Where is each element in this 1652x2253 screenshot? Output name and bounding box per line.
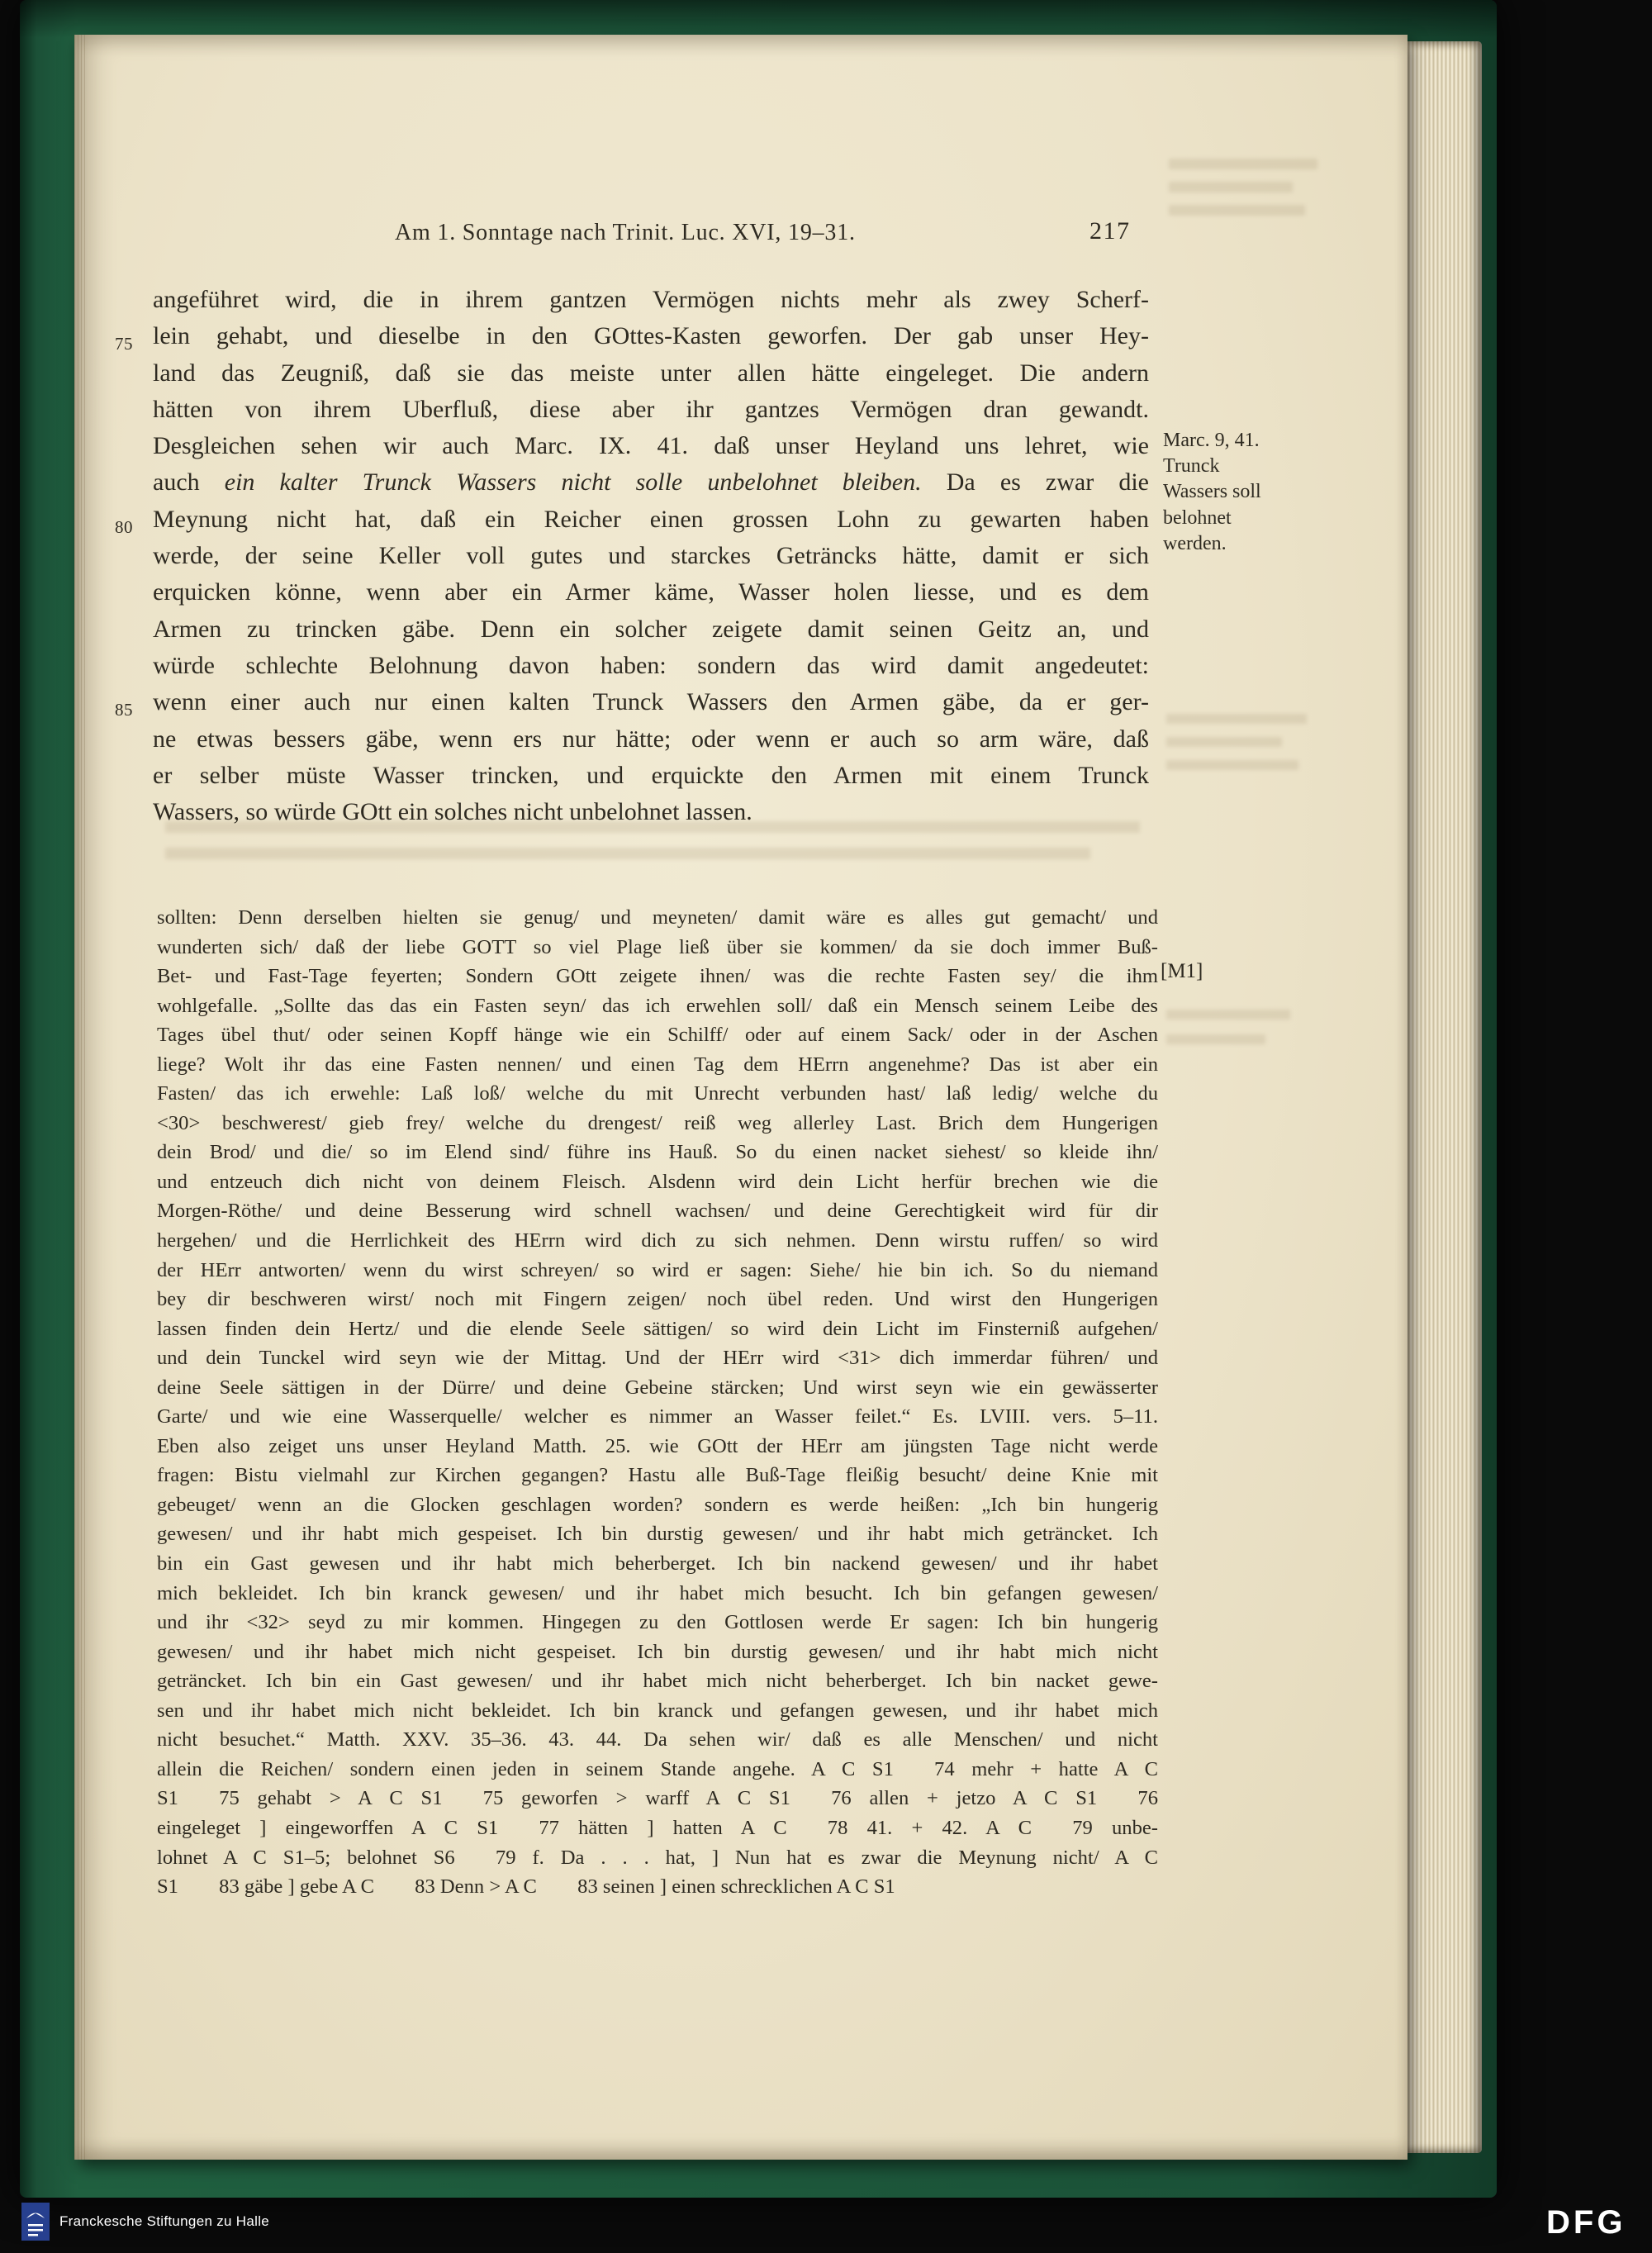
bleedthrough-text [1166,1010,1290,1020]
main-text-line: würde schlechte Belohnung davon haben: sondern das wird damit angedeutet: [153,651,1149,679]
main-text-line: ne etwas bessers gäbe, wenn ers nur hätte; oder wenn er auch so arm wäre, daß [153,725,1149,753]
bleedthrough-text [1166,714,1307,724]
footnote-line: hergehen/ und die Herrlichkeit des HErrn wird dich zu sich nehmen. Denn wirstu ruffen/ so wird [157,1229,1158,1252]
main-text-line: 85 wenn einer auch nur einen kalten Trunck Wassers den Armen gäbe, da er ger- [153,684,1149,720]
footnote-line: gebeuget/ wenn an die Glocken geschlagen worden? sondern es werde heißen: „Ich bin hungerig [157,1493,1158,1516]
margin-note-line: Marc. 9, 41. [1163,430,1260,451]
footnote-line: nicht besuchet.“ Matth. XXV. 35–36. 43. 44. Da sehen wir/ daß es alle Menschen/ und nicht [157,1728,1158,1752]
line-number: 85 [115,700,133,720]
footnote-line: wunderten sich/ daß der liebe GOTT so viel Plage ließ über sie kommen/ da sie doch immer Buß- [157,935,1158,958]
footnote-line: geträncket. Ich bin ein Gast gewesen/ und ihr habet mich nicht beherberget. Ich bin nacket gewe- [157,1670,1158,1693]
footnote-line: und ihr <32> seyd zu mir kommen. Hingegen zu den Gottlosen werde Er sagen: Ich bin hungerig [157,1611,1158,1634]
bleedthrough-text [1169,205,1305,216]
footnote-line: eingeleget ] eingeworffen A C S1 77 hätten ] hatten A C 78 41. + 42. A C 79 unbe- [157,1816,1158,1839]
margin-note-line: Wassers soll [1163,481,1261,503]
bleedthrough-text [1166,1034,1265,1044]
main-text-line: 75 lein gehabt, und dieselbe in den GOttes-Kasten geworfen. Der gab unser Hey- [153,318,1149,354]
footnote-line: bin ein Gast gewesen und ihr habt mich beherberget. Ich bin nackend gewesen/ und ihr habet [157,1552,1158,1576]
main-text-line: hätten von ihrem Uberfluß, diese aber ihr gantzes Vermögen dran gewandt. [153,395,1149,423]
library-credit [21,2203,269,2241]
footnote-line: gewesen/ und ihr habet mich nicht gespeiset. Ich bin durstig gewesen/ und ihr habt mich nicht [157,1640,1158,1663]
main-text-line: Wassers, so würde GOtt ein solches nicht unbelohnet lassen. [153,798,752,826]
main-text-line: Armen zu trincken gäbe. Denn ein solcher zeigete damit seinen Geitz an, und [153,615,1149,643]
footnote-line: Bet- und Fast-Tage feyerten; Sondern GOtt zeigete ihnen/ was die rechte Fasten sey/ die ihm [157,965,1158,988]
bleedthrough-text [1166,737,1282,747]
running-title: Am 1. Sonntage nach Trinit. Luc. XVI, 19–31. [395,220,856,245]
footnote-line: und dein Tunckel wird seyn wie der Mittag. Und der HErr wird <31> dich immerdar führen/ und [157,1347,1158,1370]
footnote-line: Tages übel thut/ oder seinen Kopff hänge wie ein Schilff/ oder auf einem Sack/ oder in der Aschen [157,1024,1158,1047]
footnote-line: allein die Reichen/ sondern einen jeden in seinem Stande angehe. A C S1 74 mehr + hatte A C [157,1757,1158,1780]
footnote-line: bey dir beschweren wirst/ noch mit Fingern zeigen/ noch übel reden. Und wirst den Hungerigen [157,1288,1158,1311]
footnote-line: der HErr antworten/ wenn du wirst schreyen/ so wird er sagen: Siehe/ hie bin ich. So du niemand [157,1258,1158,1281]
margin-note-line: belohnet [1163,506,1232,529]
margin-note [1163,428,1320,557]
bleedthrough-text [165,848,1090,859]
footnote-line: liege? Wolt ihr das eine Fasten nennen/ und einen Tag dem HErrn angenehme? Das ist aber ein [157,1053,1158,1076]
main-text-line: er selber müste Wasser trincken, und erquickte den Armen mit einem Trunck [153,761,1149,789]
margin-mark: [M1] [1161,960,1203,982]
footnote-line: Fasten/ das ich erwehle: Laß loß/ welche du mit Unrecht verbunden hast/ laß ledig/ welche du [157,1082,1158,1105]
main-text-line: 80 Meynung nicht hat, daß ein Reicher einen grossen Lohn zu gewarten haben [153,501,1149,538]
bleedthrough-text [1169,182,1293,193]
footnote-line: und entzeuch dich nicht von deinem Fleisch. Alsdenn wird dein Licht herfür brechen wie die [157,1170,1158,1193]
footnotes [157,903,1158,1902]
main-text [115,282,1149,830]
footnote-line: Garte/ und wie eine Wasserquelle/ welcher es nimmer an Wasser feilet.“ Es. LVIII. vers. 5–11. [157,1405,1158,1428]
footnote-line: Morgen-Röthe/ und deine Besserung wird schnell wachsen/ und deine Gerechtigkeit wird für dir [157,1200,1158,1223]
page-number: 217 [1089,217,1131,245]
footnote-line: gewesen/ und ihr habt mich gespeiset. Ich bin durstig gewesen/ und ihr habt mich geträncket. Ich [157,1523,1158,1546]
main-text-line: Desgleichen sehen wir auch Marc. IX. 41. daß unser Heyland uns lehret, wie [153,432,1149,460]
library-name: Franckesche Stiftungen zu Halle [59,2213,270,2229]
bleedthrough-text [1166,760,1298,770]
main-text-line: werde, der seine Keller voll gutes und starckes Geträncks hätte, damit er sich [153,542,1149,570]
footnote-line: S1 75 gehabt > A C S1 75 geworfen > warff A C S1 76 allen + jetzo A C S1 76 [157,1787,1158,1810]
main-text-line: land das Zeugniß, daß sie das meiste unter allen hätte eingeleget. Die andern [153,359,1149,387]
franckesche-stiftungen-logo [21,2203,50,2241]
line-number: 80 [115,516,133,537]
footnote-line: sollten: Denn derselben hielten sie genug/ und meyneten/ damit wäre es alles gut gemacht/ und [157,906,1158,929]
book-page [74,35,1408,2160]
footnote-line: dein Brod/ und die/ so im Elend sind/ führe ins Hauß. So du einen nacket siehest/ so kleide ihn/ [157,1141,1158,1164]
footnote-line: deine Seele sättigen in der Dürre/ und deine Gebeine stärcken; Und wirst seyn wie ein gewässerter [157,1376,1158,1399]
footnote-line: <30> beschwerest/ gieb frey/ welche du drengest/ reiß weg allerley Last. Brich dem Hungerigen [157,1111,1158,1134]
page-edges [1406,41,1482,2153]
footnote-line: mich bekleidet. Ich bin kranck gewesen/ und ihr habet mich besucht. Ich bin gefangen gewesen/ [157,1581,1158,1604]
main-text-line: auch ein kalter Trunck Wassers nicht solle unbelohnet bleiben. Da es zwar die [153,468,1149,497]
footnote-line: Eben also zeiget uns unser Heyland Matth. 25. wie GOtt der HErr am jüngsten Tage nicht werde [157,1434,1158,1457]
footnote-line: lassen finden dein Hertz/ und die elende Seele sättigen/ so wird dein Licht im Finsterniß aufgehen/ [157,1317,1158,1340]
footnote-line: wohlgefalle. „Sollte das das ein Fasten seyn/ das ich erwehlen soll/ daß ein Mensch seinem Leibe des [157,994,1158,1017]
margin-note-line: Trunck [1163,455,1220,478]
main-text-line: angeführet wird, die in ihrem gantzen Vermögen nichts mehr als zwey Scherf- [153,286,1149,313]
dfg-logo: DFG [1546,2204,1626,2241]
line-number: 75 [115,334,133,354]
footnote-line: S1 83 gäbe ] gebe A C 83 Denn > A C 83 seinen ] einen schrecklichen A C S1 [157,1875,895,1899]
gutter-page-edges [74,35,88,2160]
margin-note-line: werden. [1163,532,1227,554]
footnote-line: fragen: Bistu vielmahl zur Kirchen gegangen? Hastu alle Buß-Tage fleißig besucht/ deine Knie mit [157,1464,1158,1487]
footnote-line: lohnet A C S1–5; belohnet S6 79 f. Da . . . hat, ] Nun hat es zwar die Meynung nicht/ A C [157,1846,1158,1869]
main-text-line: erquicken könne, wenn aber ein Armer käme, Wasser holen liesse, und es dem [153,578,1149,606]
footnote-line: sen und ihr habet mich nicht bekleidet. Ich bin kranck und gefangen gewesen, und ihr habet mich [157,1699,1158,1722]
bleedthrough-text [1169,159,1317,169]
